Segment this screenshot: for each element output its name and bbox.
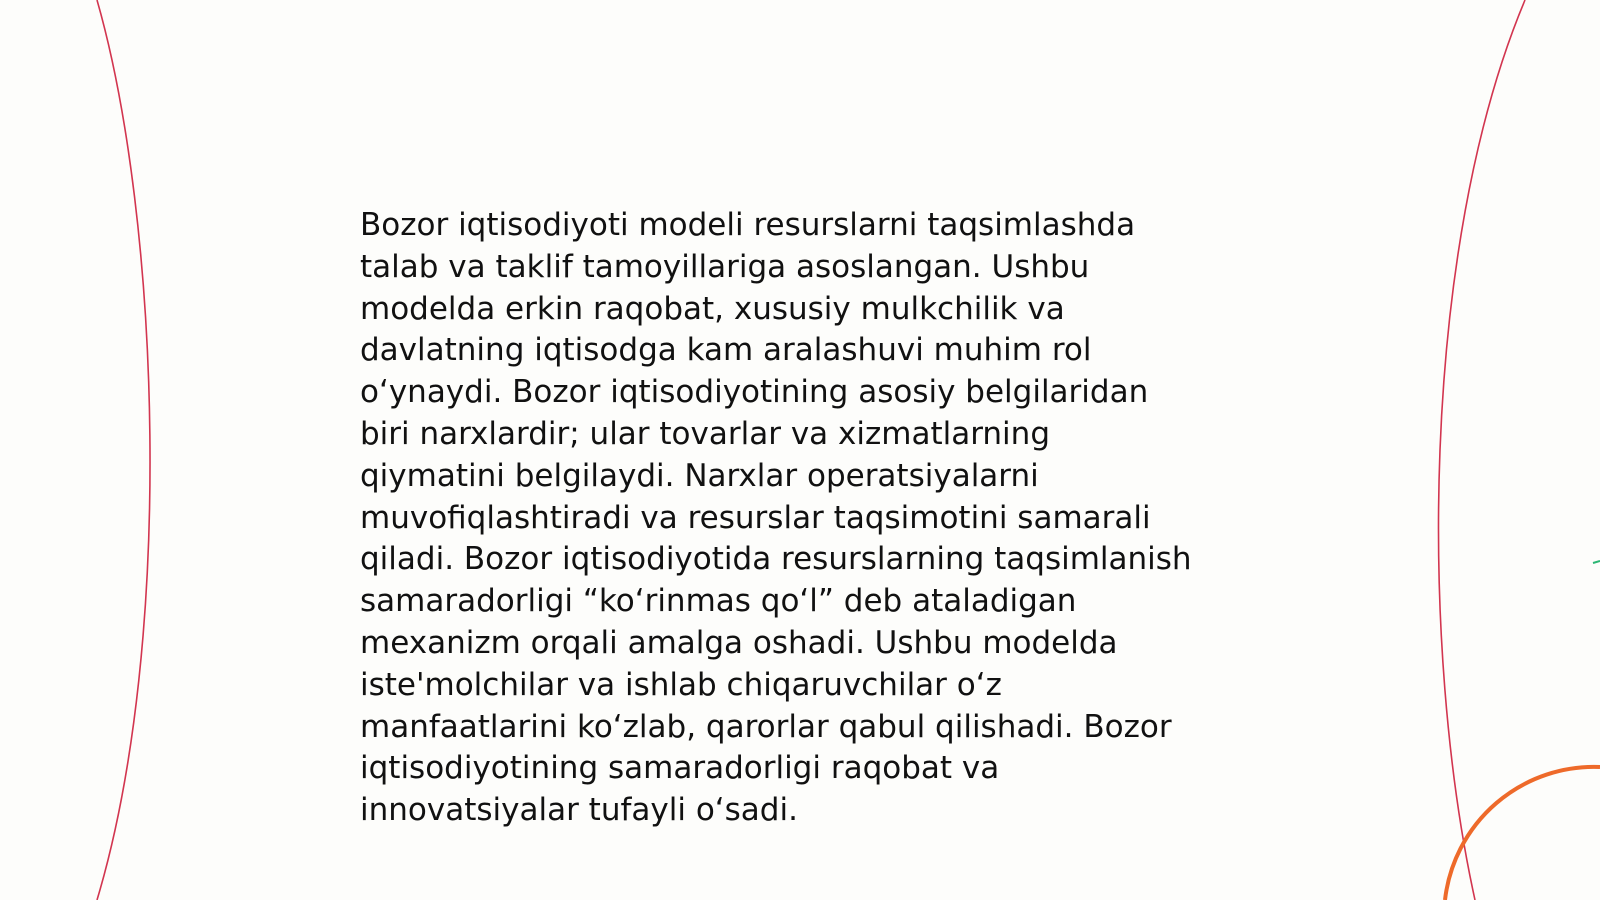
paragraph-line: o‘ynaydi. Bozor iqtisodiyotining asosiy belgilaridan	[360, 374, 1149, 411]
paragraph-line: manfaatlarini ko‘zlab, qarorlar qabul qilishadi. Bozor	[360, 708, 1172, 745]
paragraph-line: biri narxlardir; ular tovarlar va xizmatlarning	[360, 415, 1050, 452]
paragraph-line: qiymatini belgilaydi. Narxlar operatsiyalarni	[360, 457, 1039, 494]
paragraph-line: qiladi. Bozor iqtisodiyotida resurslarning taqsimlanish	[360, 541, 1192, 578]
body-paragraph	[360, 205, 1260, 832]
green-accent-mark	[1593, 561, 1600, 563]
paragraph-line: Bozor iqtisodiyoti modeli resurslarni taqsimlashda	[360, 207, 1136, 243]
paragraph-line: muvofiqlashtiradi va resurslar taqsimotini samarali	[360, 499, 1151, 536]
paragraph-line: iqtisodiyotining samaradorligi raqobat va	[360, 750, 1000, 787]
paragraph-line: modelda erkin raqobat, xususiy mulkchilik va	[360, 290, 1065, 327]
paragraph-line: talab va taklif tamoyillariga asoslangan. Ushbu	[360, 248, 1090, 285]
left-curve-line	[97, 0, 150, 900]
paragraph-line: samaradorligi “ko‘rinmas qo‘l” deb ataladigan	[360, 583, 1077, 620]
orange-arc	[1445, 767, 1600, 900]
paragraph-line: mexanizm orqali amalga oshadi. Ushbu modelda	[360, 624, 1118, 661]
paragraph-line: davlatning iqtisodga kam aralashuvi muhim rol	[360, 332, 1092, 369]
paragraph-line: iste'molchilar va ishlab chiqaruvchilar o‘z	[360, 666, 1002, 703]
right-curve-line	[1439, 0, 1525, 900]
paragraph-line: innovatsiyalar tufayli o‘sadi.	[360, 792, 798, 829]
